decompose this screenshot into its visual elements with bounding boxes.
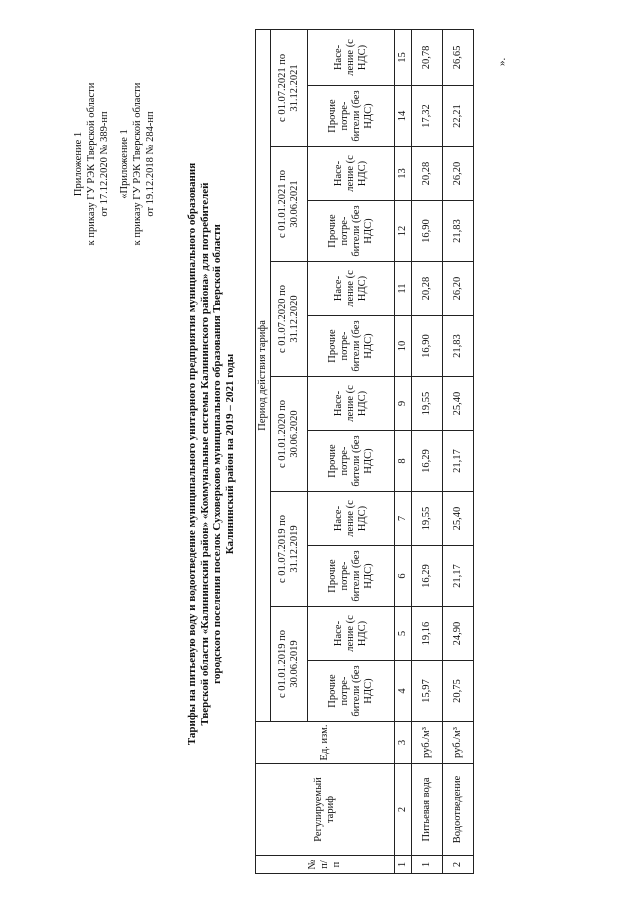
column-number: 3 (395, 722, 412, 764)
tariff-value: 21,17 (443, 431, 474, 492)
header-tariff: Регулируемый тариф (256, 764, 395, 856)
subheader-other-consumers: Прочие потре- бители (без НДС) (308, 661, 395, 722)
tariff-value: 17,32 (412, 86, 443, 147)
column-number: 12 (395, 201, 412, 262)
period-range: с 01.01.2020 по 30.06.2020 (271, 377, 308, 492)
document-title (186, 74, 236, 834)
period-range: с 01.01.2021 по 30.06.2021 (271, 147, 308, 262)
tariff-value: 21,83 (443, 201, 474, 262)
row-number: 2 (443, 856, 474, 874)
row-number: 1 (412, 856, 443, 874)
tariff-value: 26,20 (443, 147, 474, 201)
tariff-value: 19,55 (412, 492, 443, 546)
tariff-value: 16,90 (412, 316, 443, 377)
column-number: 9 (395, 377, 412, 431)
appendix-line: «Приложение 1 (119, 129, 130, 199)
subheader-population: Насе- ление (с НДС) (308, 492, 395, 546)
column-number: 13 (395, 147, 412, 201)
column-number: 8 (395, 431, 412, 492)
column-number: 5 (395, 607, 412, 661)
tariff-value: 21,17 (443, 546, 474, 607)
subheader-population: Насе- ление (с НДС) (308, 377, 395, 431)
tariff-value: 20,28 (412, 147, 443, 201)
tariff-value: 16,29 (412, 546, 443, 607)
subheader-other-consumers: Прочие потре- бители (без НДС) (308, 316, 395, 377)
column-number: 2 (395, 764, 412, 856)
column-number: 15 (395, 29, 412, 85)
appendix-line: Приложение 1 (73, 131, 84, 197)
tariff-value: 26,20 (443, 262, 474, 316)
column-number: 14 (395, 86, 412, 147)
tariff-name: Питьевая вода (412, 764, 443, 856)
tariff-value: 16,29 (412, 431, 443, 492)
subheader-population: Насе- ление (с НДС) (308, 29, 395, 85)
subheader-population: Насе- ление (с НДС) (308, 607, 395, 661)
appendix-line: от 17.12.2020 № 389-нп (99, 111, 110, 217)
unit-cell: руб./м³ (412, 722, 443, 764)
header-period: Период действия тарифа (256, 29, 271, 721)
subheader-population: Насе- ление (с НДС) (308, 147, 395, 201)
column-number: 7 (395, 492, 412, 546)
appendix-line: от 19.12.2018 № 284-нп (145, 111, 156, 217)
subheader-other-consumers: Прочие потре- бители (без НДС) (308, 86, 395, 147)
tariff-value: 26,65 (443, 29, 474, 85)
subheader-population: Насе- ление (с НДС) (308, 262, 395, 316)
tariff-value: 15,97 (412, 661, 443, 722)
subheader-other-consumers: Прочие потре- бители (без НДС) (308, 431, 395, 492)
table-row (412, 29, 443, 873)
appendix-reference (72, 64, 111, 264)
column-number: 6 (395, 546, 412, 607)
period-range: с 01.07.2021 по 31.12.2021 (271, 29, 308, 146)
tariff-value: 25,40 (443, 377, 474, 431)
period-range: с 01.07.2020 по 31.12.2020 (271, 262, 308, 377)
period-range: с 01.01.2019 по 30.06.2019 (271, 607, 308, 722)
appendix-line: к приказу ГУ РЭК Тверской области (86, 82, 97, 246)
table-row (443, 29, 474, 873)
tariff-value: 20,78 (412, 29, 443, 85)
column-number: 4 (395, 661, 412, 722)
tariff-value: 20,28 (412, 262, 443, 316)
column-number: 1 (395, 856, 412, 874)
tariff-value: 21,83 (443, 316, 474, 377)
subheader-other-consumers: Прочие потре- бители (без НДС) (308, 546, 395, 607)
header-unit: Ед. изм. (256, 722, 395, 764)
title-line: городского поселения поселок Суховерково муниципального образования Тверской области (211, 224, 223, 684)
column-number: 11 (395, 262, 412, 316)
tariff-value: 24,90 (443, 607, 474, 661)
tariff-value: 19,16 (412, 607, 443, 661)
tariff-value: 25,40 (443, 492, 474, 546)
tariff-value: 16,90 (412, 201, 443, 262)
closing-quote-mark: ». (496, 57, 508, 66)
period-range: с 01.07.2019 по 31.12.2019 (271, 492, 308, 607)
unit-cell: руб./м³ (443, 722, 474, 764)
title-line: Тарифы на питьевую воду и водоотведение муниципального унитарного предприятия муниципального образования (186, 162, 198, 746)
header-row-number: № п/ п (256, 856, 395, 874)
title-line: Калининский район на 2019 – 2021 годы (223, 353, 236, 555)
column-number: 10 (395, 316, 412, 377)
tariff-table (255, 29, 474, 874)
original-appendix-reference (118, 39, 157, 289)
column-number-row (395, 29, 412, 873)
tariff-value: 22,21 (443, 86, 474, 147)
appendix-line: к приказу ГУ РЭК Тверской области (132, 82, 143, 246)
tariff-value: 19,55 (412, 377, 443, 431)
tariff-value: 20,75 (443, 661, 474, 722)
subheader-other-consumers: Прочие потре- бители (без НДС) (308, 201, 395, 262)
tariff-name: Водоотведение (443, 764, 474, 856)
title-line: Тверской области «Калининский район» «Коммунальные системы Калининского района» для потребителей (198, 182, 211, 726)
